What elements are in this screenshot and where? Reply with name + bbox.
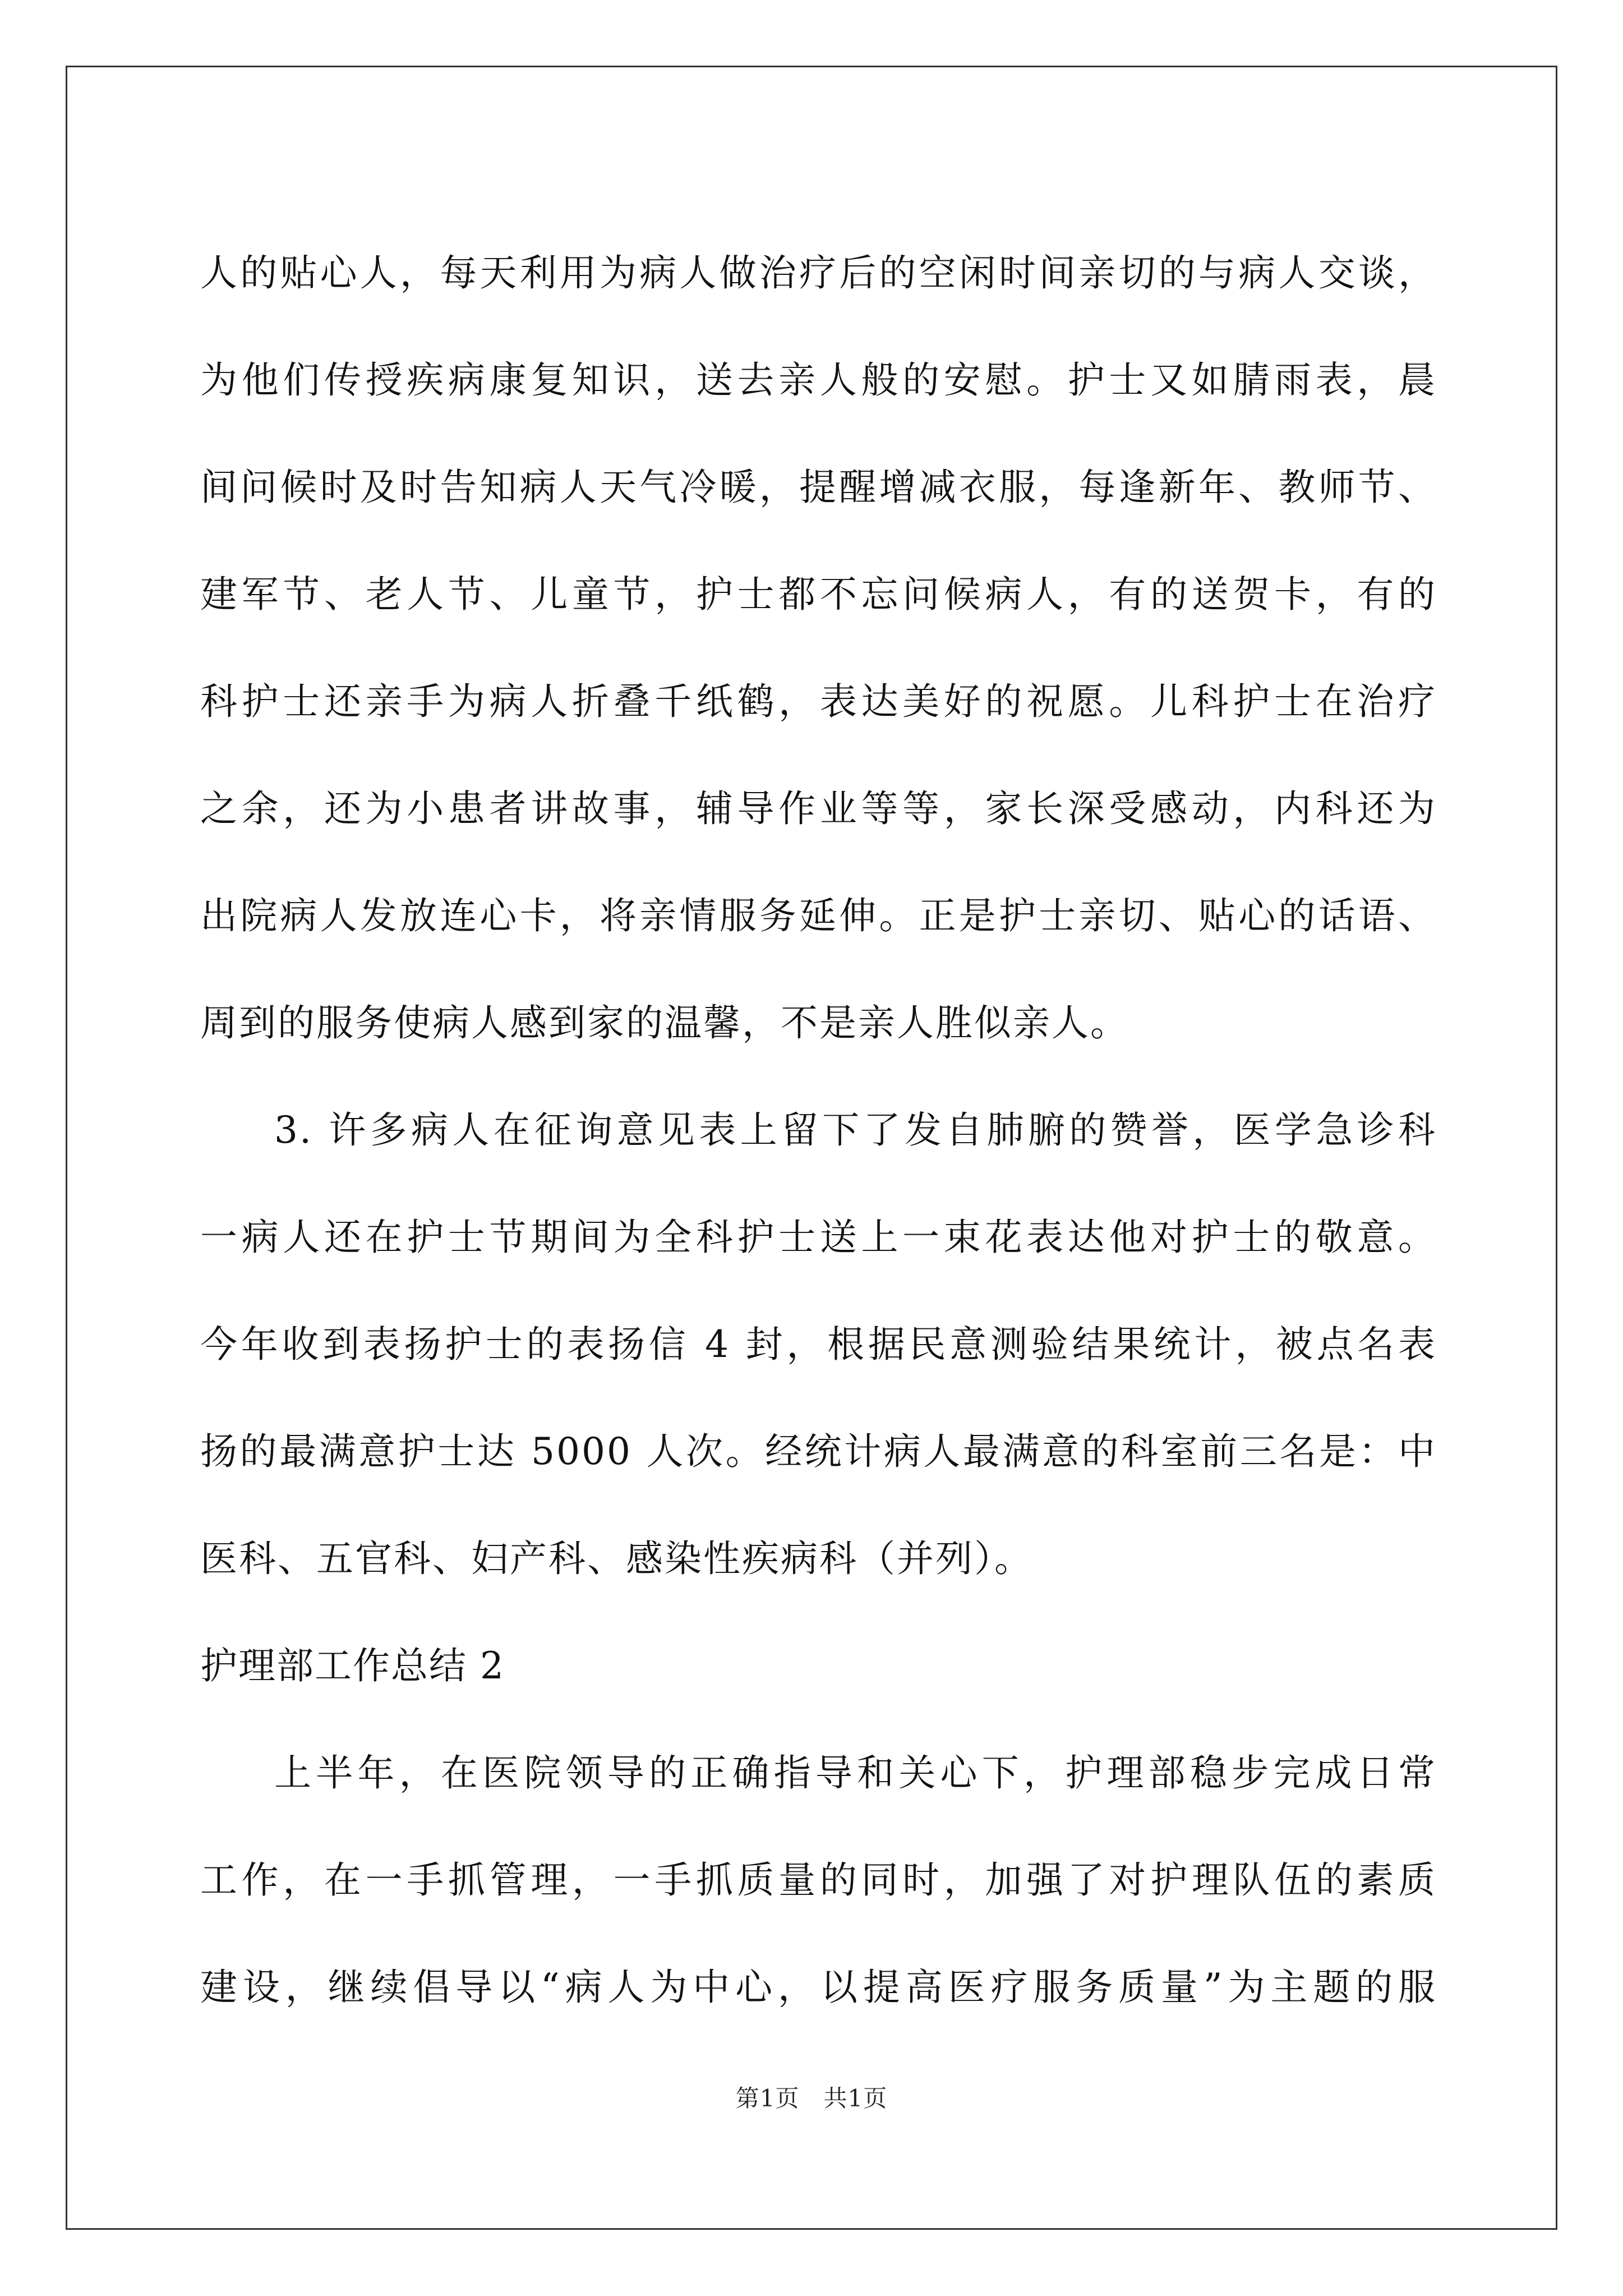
text-line: 出院病人发放连心卡，将亲情服务延伸。正是护士亲切、贴心的话语、 <box>200 894 1437 937</box>
text-line: 之余，还为小患者讲故事，辅导作业等等，家长深受感动，内科还为 <box>200 787 1437 830</box>
text-line: 3. 许多病人在征询意见表上留下了发自肺腑的赞誉，医学急诊科 <box>274 1108 1437 1152</box>
text-line: 建设，继续倡导以“病人为中心，以提高医疗服务质量”为主题的服 <box>200 1966 1437 2009</box>
text-line: 为他们传授疾病康复知识，送去亲人般的安慰。护士又如腈雨表，晨 <box>200 358 1437 402</box>
text-line: 建军节、老人节、儿童节，护士都不忘问候病人，有的送贺卡，有的 <box>200 573 1437 616</box>
text-line: 科护士还亲手为病人折叠千纸鹤，表达美好的祝愿。儿科护士在治疗 <box>200 680 1437 723</box>
text-line: 今年收到表扬护士的表扬信 4 封，根据民意测验结果统计，被点名表 <box>200 1323 1437 1366</box>
text-line: 间问候时及时告知病人天气冷暖，提醒增减衣服，每逢新年、教师节、 <box>200 466 1437 509</box>
section-heading: 护理部工作总结 2 <box>200 1644 505 1687</box>
text-line: 上半年，在医院领导的正确指导和关心下，护理部稳步完成日常 <box>274 1751 1437 1795</box>
text-line: 一病人还在护士节期间为全科护士送上一束花表达他对护士的敬意。 <box>200 1216 1437 1259</box>
text-line: 医科、五官科、妇产科、感染性疾病科（并列）。 <box>200 1537 1033 1580</box>
document-body <box>200 216 1437 2037</box>
text-line: 扬的最满意护士达 5000 人次。经统计病人最满意的科室前三名是：中 <box>200 1430 1437 1473</box>
text-line: 人的贴心人，每天利用为病人做治疗后的空闲时间亲切的与病人交谈， <box>200 251 1437 295</box>
text-line: 工作，在一手抓管理，一手抓质量的同时，加强了对护理队伍的素质 <box>200 1858 1437 1902</box>
text-line: 周到的服务使病人感到家的温馨，不是亲人胜似亲人。 <box>200 1001 1129 1045</box>
page-number-footer: 第1页 共1页 <box>735 2085 888 2112</box>
